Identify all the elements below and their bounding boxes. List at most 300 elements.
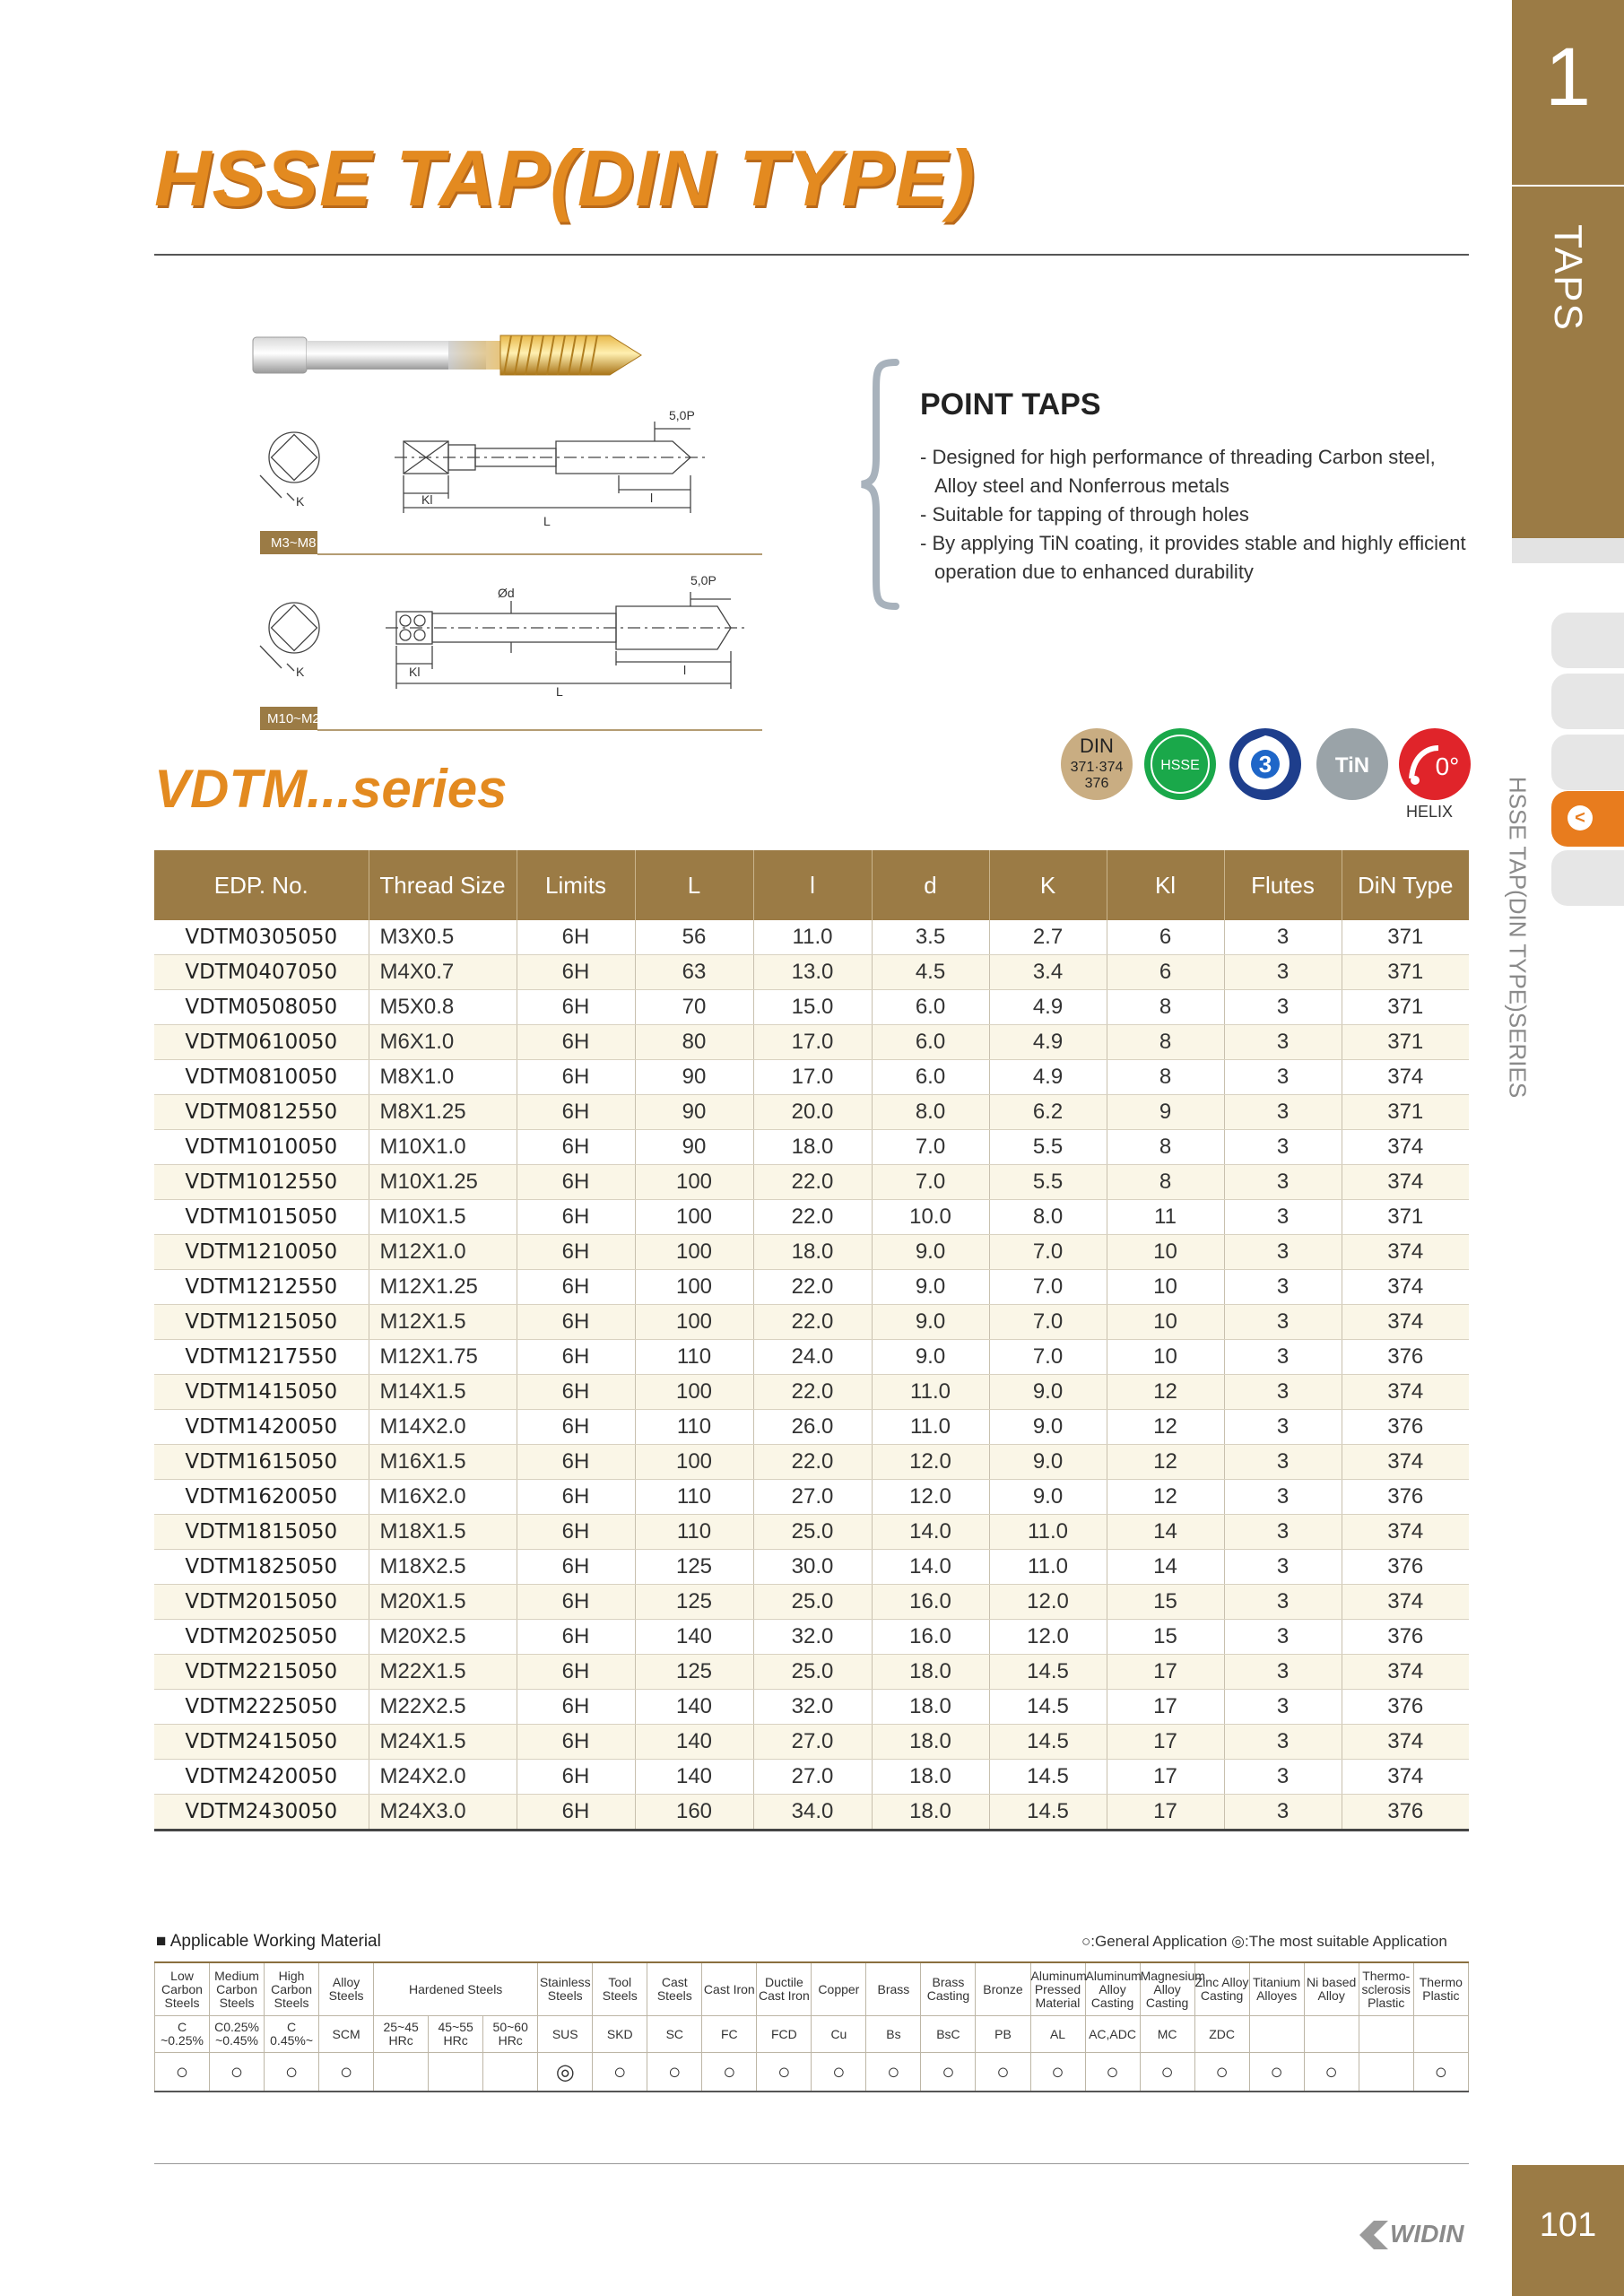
brace-icon	[856, 359, 901, 610]
cell-edp: VDTM1212550	[154, 1270, 369, 1305]
cell-thread-size: M3X0.5	[369, 920, 517, 955]
sidebar-divider	[1512, 185, 1624, 187]
cell-flutes: 3	[1224, 1340, 1342, 1375]
table-row	[154, 1095, 1469, 1130]
material-code: SUS	[538, 2016, 593, 2053]
feature-item-1: - Designed for high performance of threading Carbon steel, Alloy steel and Nonferrous metals	[920, 446, 1436, 497]
cell-edp: VDTM1415050	[154, 1375, 369, 1410]
cell-Kl: 17	[1107, 1795, 1224, 1831]
table-row	[154, 1795, 1469, 1831]
cell-d: 16.0	[872, 1620, 989, 1655]
cell-limits: 6H	[517, 1410, 635, 1445]
cell-l: 25.0	[753, 1585, 872, 1620]
cell-flutes: 3	[1224, 1270, 1342, 1305]
materials-label: ■ Applicable Working Material	[156, 1932, 381, 1951]
cell-flutes: 3	[1224, 1585, 1342, 1620]
cell-Kl: 10	[1107, 1270, 1224, 1305]
cell-l: 32.0	[753, 1690, 872, 1725]
cell-l: 17.0	[753, 1060, 872, 1095]
material-code: C ~0.25%	[155, 2016, 210, 2053]
table-row	[154, 1200, 1469, 1235]
cell-l: 30.0	[753, 1550, 872, 1585]
svg-text:0°: 0°	[1435, 752, 1460, 780]
cell-edp: VDTM2025050	[154, 1620, 369, 1655]
cell-thread-size: M18X1.5	[369, 1515, 517, 1550]
chapter-number: 1	[1544, 31, 1592, 123]
cell-thread-size: M12X1.75	[369, 1340, 517, 1375]
cell-din-type: 376	[1342, 1480, 1469, 1515]
cell-thread-size: M16X1.5	[369, 1445, 517, 1480]
cell-L: 125	[635, 1550, 753, 1585]
header-K: K	[989, 850, 1107, 920]
material-code: C 0.45%~	[265, 2016, 319, 2053]
material-code: ZDC	[1194, 2016, 1249, 2053]
cell-din-type: 376	[1342, 1550, 1469, 1585]
cell-flutes: 3	[1224, 1445, 1342, 1480]
chevron-left-icon: <	[1568, 805, 1593, 831]
material-suitability: ○	[921, 2053, 976, 2092]
cell-K: 14.5	[989, 1690, 1107, 1725]
cell-Kl: 6	[1107, 955, 1224, 990]
cell-d: 9.0	[872, 1340, 989, 1375]
sidebar-gray-strip	[1512, 538, 1624, 563]
cell-K: 4.9	[989, 990, 1107, 1025]
cell-edp: VDTM1015050	[154, 1200, 369, 1235]
material-code: Bs	[866, 2016, 921, 2053]
cell-Kl: 11	[1107, 1200, 1224, 1235]
material-suitability: ◎	[538, 2053, 593, 2092]
cell-L: 125	[635, 1655, 753, 1690]
cell-din-type: 374	[1342, 1585, 1469, 1620]
sidebar-tab-active[interactable]	[1551, 791, 1624, 847]
cell-thread-size: M20X1.5	[369, 1585, 517, 1620]
cell-thread-size: M22X1.5	[369, 1655, 517, 1690]
cell-edp: VDTM2415050	[154, 1725, 369, 1760]
cell-thread-size: M10X1.5	[369, 1200, 517, 1235]
cell-din-type: 376	[1342, 1410, 1469, 1445]
cell-flutes: 3	[1224, 1095, 1342, 1130]
cell-flutes: 3	[1224, 1165, 1342, 1200]
cell-limits: 6H	[517, 1480, 635, 1515]
cell-limits: 6H	[517, 1585, 635, 1620]
cell-limits: 6H	[517, 1305, 635, 1340]
material-suitability: ○	[1413, 2053, 1468, 2092]
section-vertical-label	[1490, 776, 1544, 1099]
cell-din-type: 374	[1342, 1445, 1469, 1480]
cell-d: 9.0	[872, 1235, 989, 1270]
cell-d: 4.5	[872, 955, 989, 990]
cell-L: 100	[635, 1375, 753, 1410]
cell-flutes: 3	[1224, 1690, 1342, 1725]
table-row	[154, 990, 1469, 1025]
sidebar-tab-1[interactable]	[1551, 613, 1624, 668]
cell-flutes: 3	[1224, 1795, 1342, 1831]
cell-l: 15.0	[753, 990, 872, 1025]
cell-edp: VDTM2215050	[154, 1655, 369, 1690]
cell-flutes: 3	[1224, 1235, 1342, 1270]
cell-din-type: 376	[1342, 1340, 1469, 1375]
cell-K: 14.5	[989, 1760, 1107, 1795]
dim-5p-1: 5,0P	[669, 408, 695, 422]
material-code: FC	[702, 2016, 757, 2053]
material-code: PB	[976, 2016, 1030, 2053]
cell-flutes: 3	[1224, 1655, 1342, 1690]
cell-thread-size: M8X1.25	[369, 1095, 517, 1130]
section-vertical-text: HSSE TAP(DIN TYPE)SERIES	[1504, 776, 1532, 1099]
material-name: Zinc Alloy Casting	[1194, 1962, 1249, 2016]
cell-edp: VDTM0508050	[154, 990, 369, 1025]
cell-Kl: 9	[1107, 1095, 1224, 1130]
svg-text:HSSE: HSSE	[1160, 758, 1200, 773]
cell-thread-size: M14X1.5	[369, 1375, 517, 1410]
dim-l-2: L	[556, 684, 563, 699]
size-label-2: M10~M24	[267, 711, 328, 726]
cell-din-type: 374	[1342, 1305, 1469, 1340]
cell-K: 4.9	[989, 1060, 1107, 1095]
hsse-badge	[1144, 728, 1216, 800]
cell-thread-size: M12X1.5	[369, 1305, 517, 1340]
chapter-name-text: TAPS	[1546, 224, 1590, 332]
cell-din-type: 371	[1342, 1200, 1469, 1235]
cell-din-type: 374	[1342, 1515, 1469, 1550]
drawing-m3-m8	[260, 422, 708, 513]
material-code: SCM	[319, 2016, 374, 2053]
cell-l: 26.0	[753, 1410, 872, 1445]
material-suitability: ○	[1030, 2053, 1085, 2092]
cell-flutes: 3	[1224, 1410, 1342, 1445]
cell-thread-size: M10X1.25	[369, 1165, 517, 1200]
material-suitability: ○	[1085, 2053, 1140, 2092]
cell-Kl: 12	[1107, 1445, 1224, 1480]
helix-badge	[1399, 728, 1471, 800]
cell-Kl: 8	[1107, 990, 1224, 1025]
cell-d: 9.0	[872, 1270, 989, 1305]
cell-edp: VDTM2420050	[154, 1760, 369, 1795]
table-row	[154, 1270, 1469, 1305]
cell-K: 2.7	[989, 920, 1107, 955]
cell-L: 100	[635, 1200, 753, 1235]
cell-Kl: 15	[1107, 1585, 1224, 1620]
sidebar-tab-2[interactable]	[1551, 674, 1624, 729]
cell-limits: 6H	[517, 1200, 635, 1235]
cell-edp: VDTM2225050	[154, 1690, 369, 1725]
cell-l: 22.0	[753, 1445, 872, 1480]
table-row	[154, 1760, 1469, 1795]
cell-l: 32.0	[753, 1620, 872, 1655]
material-code: 50~60 HRc	[483, 2016, 538, 2053]
material-code: C0.25% ~0.45%	[210, 2016, 265, 2053]
cell-thread-size: M18X2.5	[369, 1550, 517, 1585]
cell-d: 8.0	[872, 1095, 989, 1130]
cell-d: 11.0	[872, 1410, 989, 1445]
cell-thread-size: M4X0.7	[369, 955, 517, 990]
materials-marks-row	[155, 2053, 1469, 2092]
cell-L: 100	[635, 1445, 753, 1480]
table-row	[154, 1550, 1469, 1585]
table-row	[154, 1375, 1469, 1410]
cell-Kl: 14	[1107, 1550, 1224, 1585]
sidebar-tab-3[interactable]	[1551, 735, 1624, 790]
cell-flutes: 3	[1224, 955, 1342, 990]
cell-Kl: 6	[1107, 920, 1224, 955]
dim-kl-1: Kl	[421, 492, 433, 507]
spec-table-header	[154, 850, 1469, 920]
dim-k-2: K	[296, 665, 305, 679]
cell-limits: 6H	[517, 1270, 635, 1305]
cell-l: 22.0	[753, 1270, 872, 1305]
header-l: l	[753, 850, 872, 920]
cell-l: 27.0	[753, 1725, 872, 1760]
cell-l: 24.0	[753, 1340, 872, 1375]
cell-d: 18.0	[872, 1795, 989, 1831]
header-din-type: DiN Type	[1342, 850, 1469, 920]
cell-K: 9.0	[989, 1480, 1107, 1515]
material-code: 25~45 HRc	[374, 2016, 429, 2053]
cell-l: 25.0	[753, 1655, 872, 1690]
cell-flutes: 3	[1224, 990, 1342, 1025]
material-code: AL	[1030, 2016, 1085, 2053]
cell-K: 4.9	[989, 1025, 1107, 1060]
cell-l: 13.0	[753, 955, 872, 990]
cell-limits: 6H	[517, 1795, 635, 1831]
material-suitability: ○	[155, 2053, 210, 2092]
material-name: Ni based Alloy	[1304, 1962, 1359, 2016]
cell-edp: VDTM1210050	[154, 1235, 369, 1270]
cell-d: 18.0	[872, 1690, 989, 1725]
table-row	[154, 955, 1469, 990]
cell-K: 14.5	[989, 1725, 1107, 1760]
cell-d: 11.0	[872, 1375, 989, 1410]
cell-L: 110	[635, 1480, 753, 1515]
cell-L: 90	[635, 1060, 753, 1095]
tin-coating-badge	[1316, 728, 1388, 800]
cell-din-type: 376	[1342, 1795, 1469, 1831]
cell-L: 80	[635, 1025, 753, 1060]
material-code: Cu	[812, 2016, 866, 2053]
table-row	[154, 1620, 1469, 1655]
table-row	[154, 1480, 1469, 1515]
cell-Kl: 10	[1107, 1340, 1224, 1375]
cell-l: 11.0	[753, 920, 872, 955]
material-suitability: ○	[319, 2053, 374, 2092]
cell-K: 12.0	[989, 1585, 1107, 1620]
cell-limits: 6H	[517, 1095, 635, 1130]
cell-thread-size: M22X2.5	[369, 1690, 517, 1725]
cell-thread-size: M24X3.0	[369, 1795, 517, 1831]
cell-K: 9.0	[989, 1375, 1107, 1410]
cell-limits: 6H	[517, 920, 635, 955]
material-code	[1249, 2016, 1304, 2053]
cell-flutes: 3	[1224, 1760, 1342, 1795]
material-suitability: ○	[976, 2053, 1030, 2092]
cell-limits: 6H	[517, 955, 635, 990]
svg-text:371·374: 371·374	[1070, 760, 1124, 775]
cell-L: 140	[635, 1620, 753, 1655]
cell-din-type: 371	[1342, 1095, 1469, 1130]
cell-flutes: 3	[1224, 920, 1342, 955]
cell-Kl: 12	[1107, 1410, 1224, 1445]
cell-L: 140	[635, 1690, 753, 1725]
header-edp: EDP. No.	[154, 850, 369, 920]
cell-Kl: 10	[1107, 1235, 1224, 1270]
cell-Kl: 10	[1107, 1305, 1224, 1340]
cell-edp: VDTM0305050	[154, 920, 369, 955]
cell-flutes: 3	[1224, 1130, 1342, 1165]
cell-edp: VDTM1620050	[154, 1480, 369, 1515]
table-row	[154, 1690, 1469, 1725]
cell-l: 22.0	[753, 1375, 872, 1410]
table-row	[154, 1165, 1469, 1200]
cell-d: 9.0	[872, 1305, 989, 1340]
materials-table	[154, 1961, 1469, 2092]
dim-l-small-1: l	[650, 491, 654, 505]
cell-d: 6.0	[872, 1025, 989, 1060]
material-name: Thermo Plastic	[1413, 1962, 1468, 2016]
cell-L: 70	[635, 990, 753, 1025]
cell-Kl: 17	[1107, 1760, 1224, 1795]
cell-flutes: 3	[1224, 1620, 1342, 1655]
material-name: Brass Casting	[921, 1962, 976, 2016]
cell-din-type: 374	[1342, 1760, 1469, 1795]
svg-text:WIDIN: WIDIN	[1390, 2220, 1464, 2248]
point-taps-features	[920, 443, 1467, 587]
cell-limits: 6H	[517, 1445, 635, 1480]
svg-text:DIN: DIN	[1080, 735, 1114, 757]
sidebar-tab-5[interactable]	[1551, 850, 1624, 906]
material-suitability: ○	[702, 2053, 757, 2092]
cell-din-type: 374	[1342, 1375, 1469, 1410]
cell-thread-size: M10X1.0	[369, 1130, 517, 1165]
cell-din-type: 374	[1342, 1655, 1469, 1690]
cell-l: 25.0	[753, 1515, 872, 1550]
cell-K: 11.0	[989, 1515, 1107, 1550]
cell-thread-size: M20X2.5	[369, 1620, 517, 1655]
cell-flutes: 3	[1224, 1375, 1342, 1410]
page-title: HSSE TAP(DIN TYPE)	[154, 134, 977, 222]
cell-flutes: 3	[1224, 1725, 1342, 1760]
cell-Kl: 17	[1107, 1725, 1224, 1760]
cell-l: 18.0	[753, 1235, 872, 1270]
cell-limits: 6H	[517, 1235, 635, 1270]
dim-l-1: L	[543, 514, 551, 528]
cell-din-type: 376	[1342, 1690, 1469, 1725]
cell-d: 14.0	[872, 1550, 989, 1585]
material-code: FCD	[757, 2016, 812, 2053]
cell-L: 100	[635, 1305, 753, 1340]
material-name: High Carbon Steels	[265, 1962, 319, 2016]
cell-L: 100	[635, 1270, 753, 1305]
cell-limits: 6H	[517, 1060, 635, 1095]
cell-L: 110	[635, 1340, 753, 1375]
feature-item-2: - Suitable for tapping of through holes	[920, 503, 1249, 526]
header-Kl: Kl	[1107, 850, 1224, 920]
cell-K: 5.5	[989, 1130, 1107, 1165]
title-divider	[154, 254, 1469, 256]
cell-K: 14.5	[989, 1655, 1107, 1690]
cell-K: 3.4	[989, 955, 1107, 990]
cell-limits: 6H	[517, 1620, 635, 1655]
table-row	[154, 1585, 1469, 1620]
cell-limits: 6H	[517, 1760, 635, 1795]
material-suitability	[483, 2053, 538, 2092]
cell-flutes: 3	[1224, 1200, 1342, 1235]
cell-edp: VDTM0407050	[154, 955, 369, 990]
cell-din-type: 374	[1342, 1725, 1469, 1760]
cell-limits: 6H	[517, 1130, 635, 1165]
cell-thread-size: M8X1.0	[369, 1060, 517, 1095]
helix-label: HELIX	[1406, 803, 1454, 821]
cell-l: 22.0	[753, 1305, 872, 1340]
cell-d: 18.0	[872, 1655, 989, 1690]
cell-d: 12.0	[872, 1480, 989, 1515]
cell-l: 34.0	[753, 1795, 872, 1831]
cell-limits: 6H	[517, 1655, 635, 1690]
cell-edp: VDTM1217550	[154, 1340, 369, 1375]
material-name: Medium Carbon Steels	[210, 1962, 265, 2016]
cell-din-type: 371	[1342, 1025, 1469, 1060]
material-suitability: ○	[1194, 2053, 1249, 2092]
header-limits: Limits	[517, 850, 635, 920]
material-suitability: ○	[1249, 2053, 1304, 2092]
cell-d: 6.0	[872, 990, 989, 1025]
cell-L: 110	[635, 1515, 753, 1550]
spec-table	[154, 850, 1469, 1831]
material-suitability	[374, 2053, 429, 2092]
cell-edp: VDTM0610050	[154, 1025, 369, 1060]
svg-text:TiN: TiN	[1334, 753, 1370, 778]
material-name: Thermo-sclerosis Plastic	[1359, 1962, 1413, 2016]
material-suitability: ○	[866, 2053, 921, 2092]
cell-flutes: 3	[1224, 1550, 1342, 1585]
point-taps-heading: POINT TAPS	[920, 387, 1101, 422]
chapter-name	[1512, 224, 1624, 350]
cell-edp: VDTM1010050	[154, 1130, 369, 1165]
material-name: Aluminum Pressed Material	[1030, 1962, 1085, 2016]
header-flutes: Flutes	[1224, 850, 1342, 920]
cell-thread-size: M12X1.25	[369, 1270, 517, 1305]
cell-Kl: 17	[1107, 1690, 1224, 1725]
material-name: Magnesium Alloy Casting	[1140, 1962, 1194, 2016]
cell-K: 7.0	[989, 1235, 1107, 1270]
material-code: 45~55 HRc	[429, 2016, 483, 2053]
table-row	[154, 1445, 1469, 1480]
cell-l: 22.0	[753, 1165, 872, 1200]
cell-Kl: 12	[1107, 1375, 1224, 1410]
page-number: 101	[1539, 2206, 1597, 2244]
material-suitability: ○	[647, 2053, 702, 2092]
cell-K: 8.0	[989, 1200, 1107, 1235]
material-suitability: ○	[265, 2053, 319, 2092]
material-code: SC	[647, 2016, 702, 2053]
material-code	[1304, 2016, 1359, 2053]
dim-kl-2: Kl	[409, 665, 421, 679]
table-row	[154, 1410, 1469, 1445]
material-suitability: ○	[210, 2053, 265, 2092]
material-name: Tool Steels	[593, 1962, 647, 2016]
header-thread-size: Thread Size	[369, 850, 517, 920]
material-code: MC	[1140, 2016, 1194, 2053]
material-name: Alloy Steels	[319, 1962, 374, 2016]
cell-edp: VDTM1215050	[154, 1305, 369, 1340]
material-suitability: ○	[1140, 2053, 1194, 2092]
size-label-1: M3~M8	[271, 535, 317, 551]
cell-din-type: 371	[1342, 990, 1469, 1025]
cell-L: 90	[635, 1095, 753, 1130]
cell-thread-size: M16X2.0	[369, 1480, 517, 1515]
cell-d: 14.0	[872, 1515, 989, 1550]
material-name: Cast Steels	[647, 1962, 702, 2016]
cell-d: 12.0	[872, 1445, 989, 1480]
